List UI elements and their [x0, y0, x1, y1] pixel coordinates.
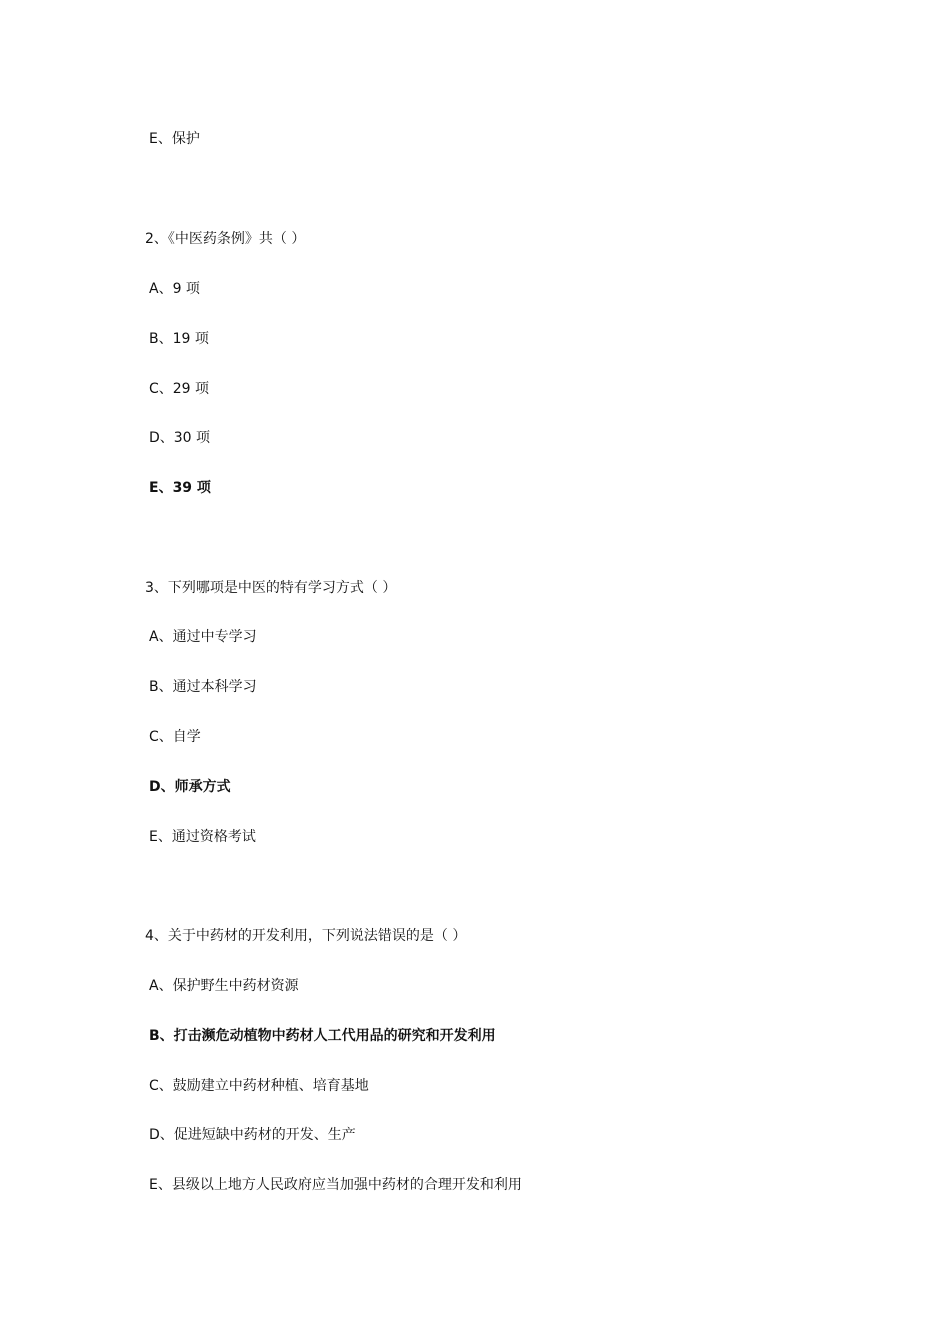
q4-option-b-correct: B、打击濒危动植物中药材人工代用品的研究和开发利用	[149, 1028, 496, 1044]
q3-option-e: E、通过资格考试	[149, 829, 256, 845]
q1-option-e: E、保护	[149, 131, 200, 147]
q2-option-a: A、9 项	[149, 281, 200, 297]
q3-option-d-correct: D、师承方式	[149, 779, 231, 795]
q3-question: 3、下列哪项是中医的特有学习方式（ ）	[145, 580, 397, 596]
q2-option-c: C、29 项	[149, 381, 210, 397]
q2-question: 2、《中医药条例》共（ ）	[145, 231, 306, 247]
q3-option-a: A、通过中专学习	[149, 629, 257, 645]
q3-option-c: C、自学	[149, 729, 201, 745]
q2-option-b: B、19 项	[149, 331, 209, 347]
q4-option-c: C、鼓励建立中药材种植、培育基地	[149, 1078, 369, 1094]
q4-option-e: E、县级以上地方人民政府应当加强中药材的合理开发和利用	[149, 1177, 522, 1193]
q4-option-a: A、保护野生中药材资源	[149, 978, 299, 994]
q2-option-d: D、30 项	[149, 430, 211, 446]
q4-option-d: D、促进短缺中药材的开发、生产	[149, 1127, 356, 1143]
q3-option-b: B、通过本科学习	[149, 679, 257, 695]
q2-option-e-correct: E、39 项	[149, 480, 211, 496]
q4-question: 4、关于中药材的开发利用，下列说法错误的是（ ）	[145, 928, 467, 944]
